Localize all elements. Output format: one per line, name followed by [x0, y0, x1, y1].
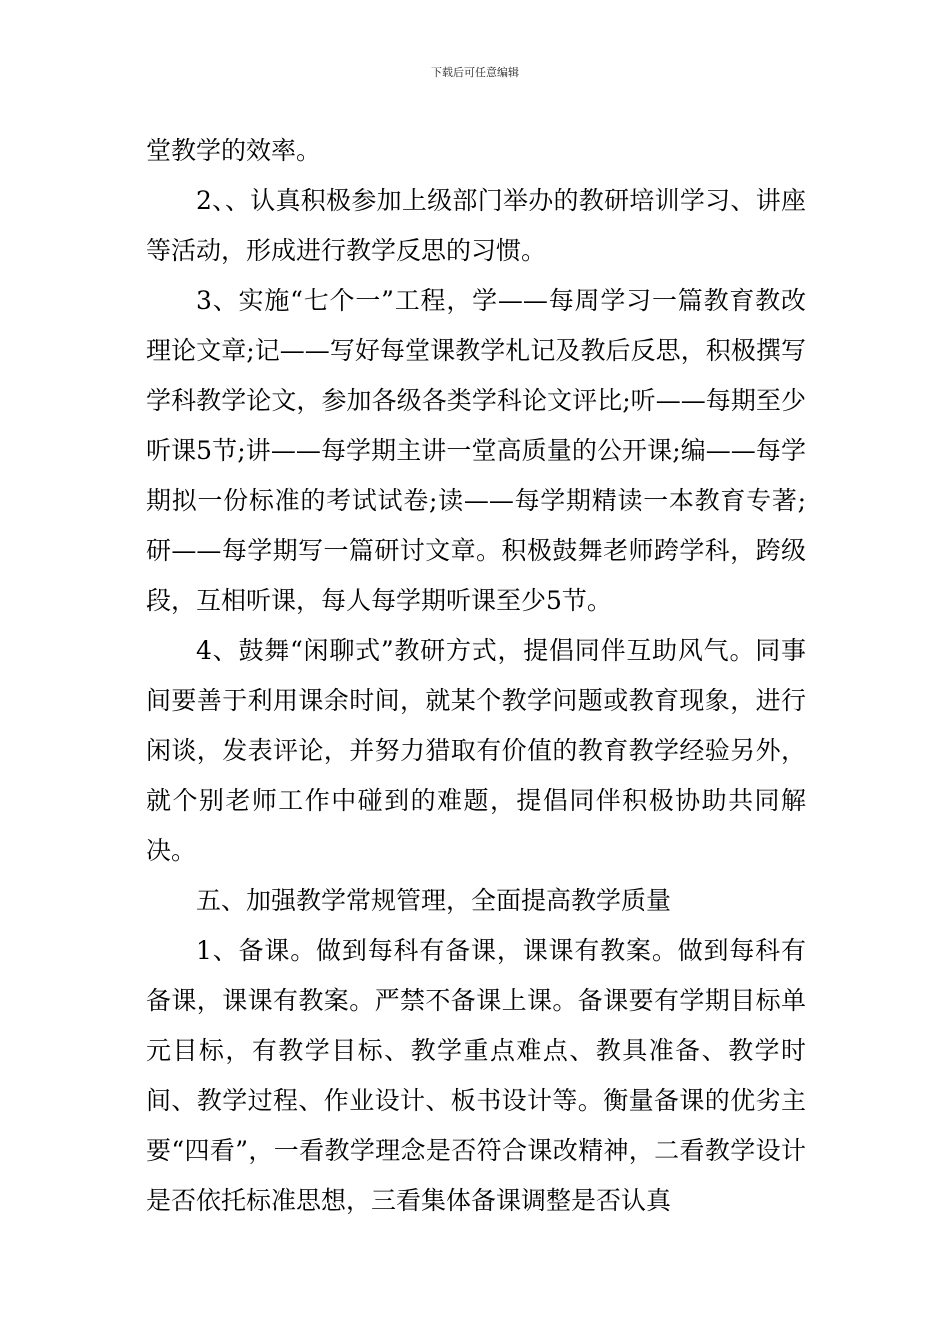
paragraph-3: 3、实施“七个一”工程，学——每周学习一篇教育教改理论文章;记——写好每堂课教学札记及教后反思，积极撰写学科教学论文，参加各级各类学科论文评比;听——每期至少听课5节;讲——每学期主讲一堂高质量的公开课;编——每学期拟一份标准的考试试卷;读——每学期精读一本教育专著;研——每学期写一篇研讨文章。积极鼓舞老师跨学科，跨级段，互相听课，每人每学期听课至少5节。 — [146, 286, 806, 615]
page-header: 下载后可任意编辑 — [431, 66, 519, 79]
paragraph-2: 2、、认真积极参加上级部门举办的教研培训学习、讲座等活动，形成进行教学反思的习惯。 — [146, 186, 806, 265]
paragraph-1: 堂教学的效率。 — [146, 136, 322, 165]
paragraph-6: 1、备课。做到每科有备课，课课有教案。做到每科有备课，课课有教案。严禁不备课上课。备课要有学期目标单元目标，有教学目标、教学重点难点、教具准备、教学时间、教学过程、作业设计、板书设计等。衡量备课的优劣主要“四看”，一看教学理念是否符合课改精神，二看教学设计是否依托标准思想，三看集体备课调整是否认真 — [146, 936, 806, 1215]
document-body — [146, 126, 806, 1226]
paragraph-4: 4、鼓舞“闲聊式”教研方式，提倡同伴互助风气。同事间要善于利用课余时间，就某个教学问题或教育现象，进行闲谈，发表评论，并努力猎取有价值的教育教学经验另外，就个别老师工作中碰到的难题，提倡同伴积极协助共同解决。 — [146, 636, 806, 865]
section-heading-5: 五、加强教学常规管理，全面提高教学质量 — [196, 886, 672, 915]
